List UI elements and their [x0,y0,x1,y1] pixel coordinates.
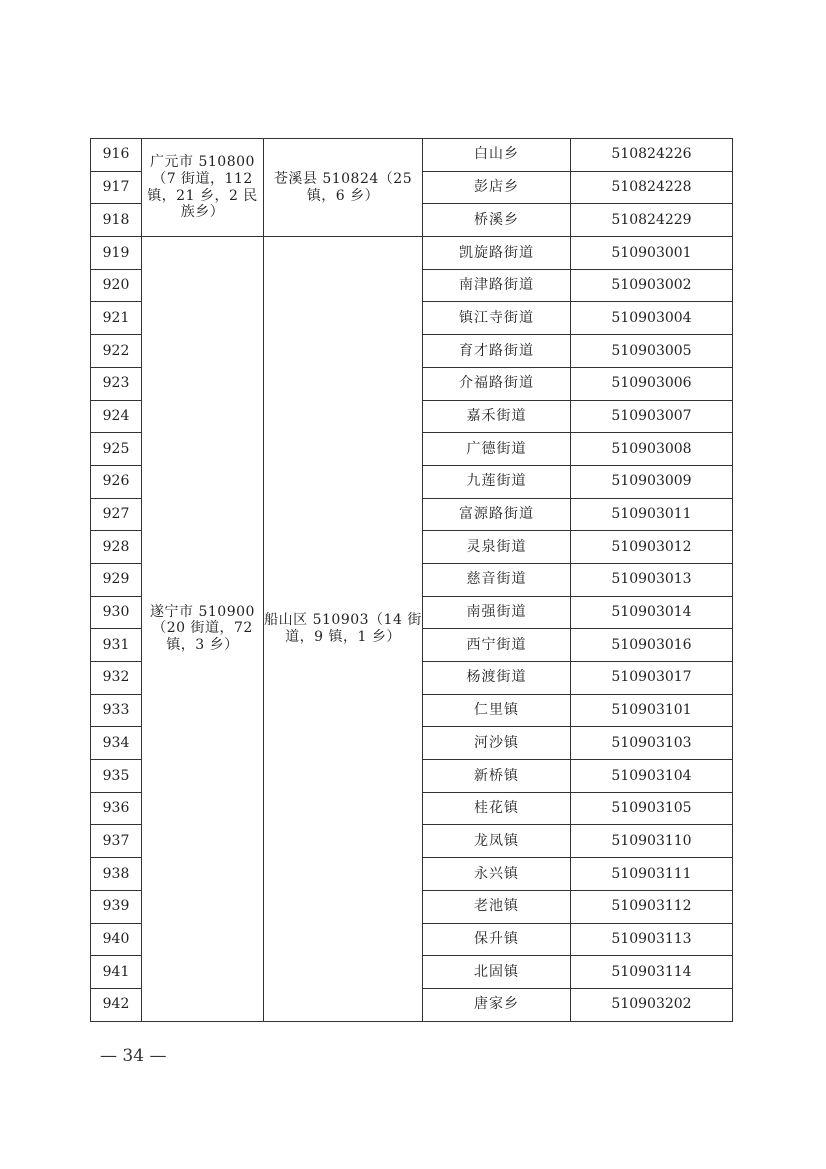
township-name: 镇江寺街道 [423,302,571,335]
division-code: 510903008 [571,433,733,466]
division-code: 510824226 [571,139,733,172]
division-code: 510903111 [571,858,733,891]
township-name: 唐家乡 [423,988,571,1021]
division-code: 510824229 [571,204,733,237]
division-code: 510903004 [571,302,733,335]
row-number: 917 [91,171,142,204]
page-number: — 34 — [100,1046,167,1066]
row-number: 940 [91,923,142,956]
row-number: 934 [91,727,142,760]
township-name: 广德街道 [423,433,571,466]
division-code: 510903005 [571,335,733,368]
division-code: 510903103 [571,727,733,760]
row-number: 927 [91,498,142,531]
row-number: 930 [91,596,142,629]
row-number: 929 [91,563,142,596]
division-code: 510903012 [571,531,733,564]
division-code: 510903013 [571,563,733,596]
division-code: 510824228 [571,171,733,204]
row-number: 918 [91,204,142,237]
division-code: 510903110 [571,825,733,858]
row-number: 924 [91,400,142,433]
division-code: 510903014 [571,596,733,629]
township-name: 嘉禾街道 [423,400,571,433]
county-cell: 苍溪县 510824（25 镇，6 乡） [264,139,423,237]
township-name: 河沙镇 [423,727,571,760]
row-number: 932 [91,662,142,695]
division-code: 510903011 [571,498,733,531]
division-code: 510903101 [571,694,733,727]
row-number: 931 [91,629,142,662]
township-name: 永兴镇 [423,858,571,891]
division-code: 510903202 [571,988,733,1021]
township-name: 九莲街道 [423,465,571,498]
division-code: 510903113 [571,923,733,956]
row-number: 926 [91,465,142,498]
township-name: 介福路街道 [423,367,571,400]
row-number: 937 [91,825,142,858]
township-name: 南强街道 [423,596,571,629]
county-cell: 船山区 510903（14 街道，9 镇，1 乡） [264,237,423,1022]
city-cell: 遂宁市 510900（20 街道，72 镇，3 乡） [142,237,264,1022]
division-code: 510903002 [571,269,733,302]
division-code: 510903007 [571,400,733,433]
township-name: 桂花镇 [423,792,571,825]
row-number: 936 [91,792,142,825]
township-name: 慈音街道 [423,563,571,596]
township-name: 杨渡街道 [423,662,571,695]
township-name: 仁里镇 [423,694,571,727]
row-number: 919 [91,237,142,270]
row-number: 942 [91,988,142,1021]
division-code-table [90,138,733,1022]
township-name: 育才路街道 [423,335,571,368]
division-code: 510903016 [571,629,733,662]
row-number: 922 [91,335,142,368]
township-name: 老池镇 [423,890,571,923]
row-number: 916 [91,139,142,172]
table-row [91,139,733,172]
township-name: 彭店乡 [423,171,571,204]
division-code: 510903104 [571,760,733,793]
row-number: 920 [91,269,142,302]
division-code: 510903105 [571,792,733,825]
township-name: 桥溪乡 [423,204,571,237]
row-number: 938 [91,858,142,891]
row-number: 921 [91,302,142,335]
row-number: 935 [91,760,142,793]
township-name: 保升镇 [423,923,571,956]
city-cell: 广元市 510800（7 街道，112 镇，21 乡，2 民族乡） [142,139,264,237]
division-code: 510903114 [571,956,733,989]
township-name: 北固镇 [423,956,571,989]
row-number: 939 [91,890,142,923]
row-number: 925 [91,433,142,466]
row-number: 941 [91,956,142,989]
division-code: 510903017 [571,662,733,695]
table-row [91,237,733,270]
township-name: 富源路街道 [423,498,571,531]
division-code: 510903112 [571,890,733,923]
table-body [91,139,733,1022]
row-number: 933 [91,694,142,727]
division-code: 510903001 [571,237,733,270]
township-name: 凯旋路街道 [423,237,571,270]
row-number: 928 [91,531,142,564]
township-name: 龙凤镇 [423,825,571,858]
township-name: 新桥镇 [423,760,571,793]
division-code: 510903009 [571,465,733,498]
row-number: 923 [91,367,142,400]
township-name: 西宁街道 [423,629,571,662]
division-code: 510903006 [571,367,733,400]
township-name: 白山乡 [423,139,571,172]
township-name: 灵泉街道 [423,531,571,564]
township-name: 南津路街道 [423,269,571,302]
